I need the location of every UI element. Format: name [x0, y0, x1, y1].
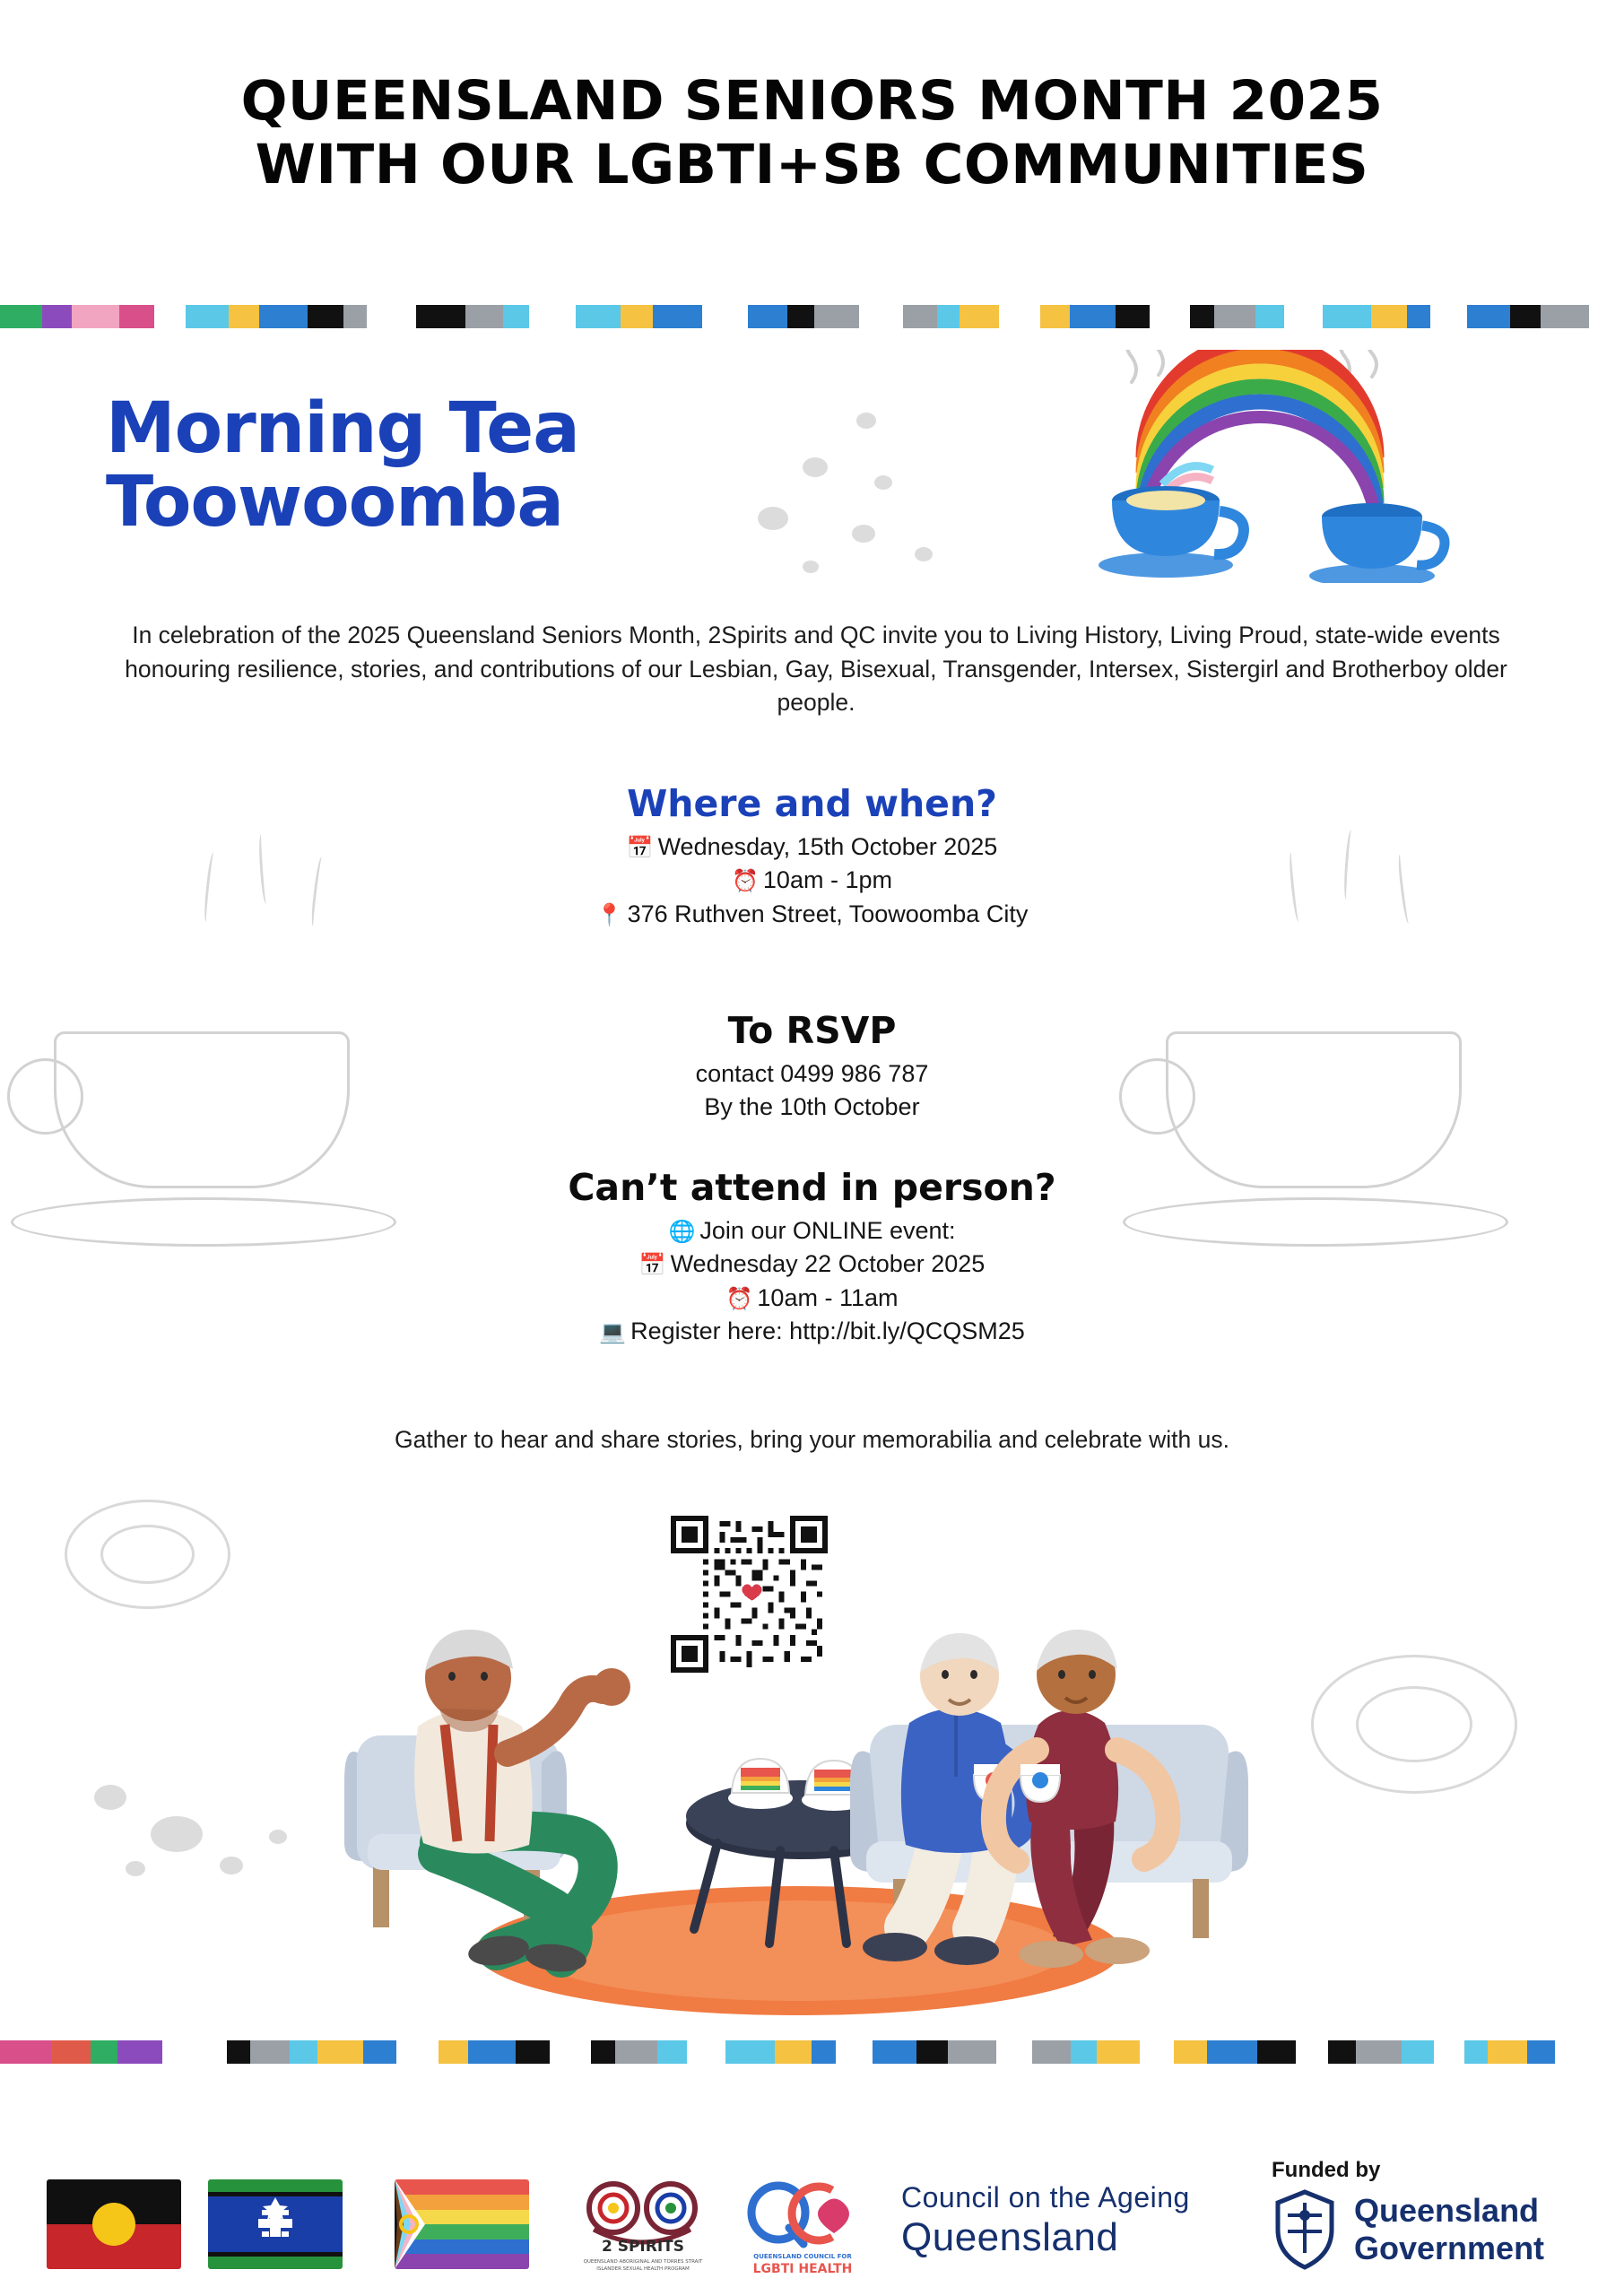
stripe-gap [1589, 305, 1624, 328]
stripe-segment [1510, 305, 1541, 328]
decor-dot [856, 413, 876, 429]
decorative-stripe-top [0, 305, 1624, 328]
event-title-line-2: Toowoomba [106, 461, 563, 543]
funded-by-label: Funded by [1272, 2158, 1381, 2182]
online-date-row [0, 1248, 1624, 1280]
online-date: Wednesday 22 October 2025 [670, 1250, 986, 1278]
online-register-row[interactable] [0, 1315, 1624, 1347]
stripe-segment [186, 305, 229, 328]
decor-ring [1356, 1686, 1472, 1762]
header-line-2: WITH OUR LGBTI+SB COMMUNITIES [255, 132, 1369, 196]
progress-pride-flag [395, 2179, 529, 2269]
stripe-segment [343, 305, 368, 328]
stripe-segment [960, 305, 999, 328]
two-spirits-label: 2 SPIRITS [601, 2238, 685, 2256]
cota-queensland-logo [901, 2181, 1206, 2267]
stripe-segment [653, 305, 702, 328]
stripe-gap [1140, 2040, 1174, 2064]
stripe-segment [657, 2040, 687, 2064]
stripe-segment [591, 2040, 615, 2064]
laptop-icon: 💻 [599, 1320, 627, 1345]
calendar-icon: 📅 [638, 1253, 666, 1278]
event-date-row [0, 831, 1624, 863]
stripe-segment [259, 305, 307, 328]
event-address: 376 Ruthven Street, Toowoomba City [627, 900, 1029, 927]
event-time: 10am - 1pm [762, 866, 892, 894]
stripe-gap [1284, 305, 1323, 328]
stripe-gap [162, 2040, 228, 2064]
stripe-gap [1555, 2040, 1624, 2064]
decor-dot [220, 1857, 243, 1874]
stripe-segment [1040, 305, 1069, 328]
stripe-segment [1527, 2040, 1555, 2064]
stripe-segment [117, 2040, 162, 2064]
cota-line-2: Queensland [901, 2215, 1119, 2259]
stripe-segment [0, 305, 42, 328]
stripe-gap [367, 305, 415, 328]
online-event-section [0, 1166, 1624, 1349]
globe-icon: 🌐 [668, 1220, 696, 1244]
stripe-segment [1255, 305, 1284, 328]
stripe-segment [516, 2040, 551, 2064]
stripe-segment [1467, 305, 1510, 328]
rsvp-heading: To RSVP [727, 1009, 897, 1052]
stripe-segment [1257, 2040, 1296, 2064]
two-spirits-sub: QUEENSLAND ABORIGINAL AND TORRES STRAIT [583, 2259, 703, 2265]
stripe-segment [1464, 2040, 1487, 2064]
stripe-segment [725, 2040, 774, 2064]
stripe-segment [503, 305, 529, 328]
stripe-segment [1071, 2040, 1097, 2064]
stripe-segment [814, 305, 859, 328]
stripe-segment [119, 305, 154, 328]
stripe-segment [42, 305, 72, 328]
stripe-segment [227, 2040, 249, 2064]
cota-line-1: Council on the Ageing [901, 2181, 1190, 2213]
stripe-gap [1296, 2040, 1328, 2064]
decor-dot [803, 457, 828, 477]
where-and-when-section [0, 782, 1624, 931]
decor-dot [126, 1861, 145, 1876]
decor-dot [803, 561, 819, 573]
stripe-gap [396, 2040, 439, 2064]
event-address-row [0, 898, 1624, 930]
stripe-segment [363, 2040, 396, 2064]
stripe-segment [615, 2040, 657, 2064]
stripe-segment [576, 305, 621, 328]
stripe-gap [1434, 2040, 1464, 2064]
stripe-segment [51, 2040, 91, 2064]
stripe-gap [529, 305, 576, 328]
stripe-gap [687, 2040, 726, 2064]
decor-dot [269, 1830, 287, 1844]
event-title-line-1: Morning Tea [106, 388, 579, 469]
qc-sub: LGBTI HEALTH [752, 2262, 853, 2276]
torres-strait-islander-flag [208, 2179, 343, 2269]
queensland-government-logo [1266, 2152, 1598, 2278]
clock-icon: ⏰ [732, 869, 759, 894]
stripe-segment [775, 2040, 812, 2064]
seniors-morning-tea-illustration [332, 1484, 1309, 2022]
event-date: Wednesday, 15th October 2025 [657, 833, 998, 860]
stripe-segment [748, 305, 787, 328]
online-heading: Can’t attend in person? [568, 1166, 1056, 1209]
online-time: 10am - 11am [757, 1283, 899, 1311]
stripe-gap [1430, 305, 1467, 328]
stripe-gap [836, 2040, 873, 2064]
rainbow-teacups-illustration [1076, 350, 1453, 583]
stripe-segment [621, 305, 653, 328]
header-line-1: QUEENSLAND SENIORS MONTH 2025 [240, 69, 1384, 133]
stripe-segment [468, 2040, 515, 2064]
decor-ring [100, 1525, 195, 1584]
stripe-segment [1070, 305, 1116, 328]
where-and-when-heading: Where and when? [627, 782, 997, 825]
stripe-gap [999, 305, 1041, 328]
decor-dot [874, 475, 892, 490]
stripe-segment [937, 305, 960, 328]
stripe-segment [916, 2040, 948, 2064]
stripe-segment [903, 305, 937, 328]
rsvp-deadline: By the 10th October [704, 1093, 920, 1121]
stripe-segment [1207, 2040, 1257, 2064]
closing-line: Gather to hear and share stories, bring your memorabilia and celebrate with us. [395, 1426, 1229, 1453]
stripe-segment [1402, 2040, 1435, 2064]
event-title [106, 388, 787, 543]
stripe-segment [812, 2040, 836, 2064]
stripe-segment [1214, 305, 1255, 328]
stripe-gap [550, 2040, 591, 2064]
stripe-gap [996, 2040, 1032, 2064]
rsvp-section [0, 1009, 1624, 1125]
stripe-segment [1097, 2040, 1141, 2064]
decor-dot [852, 525, 875, 543]
stripe-segment [1174, 2040, 1207, 2064]
pin-icon: 📍 [595, 902, 623, 927]
stripe-segment [873, 2040, 916, 2064]
stripe-segment [1371, 305, 1407, 328]
intro-paragraph: In celebration of the 2025 Queensland Seniors Month, 2Spirits and QC invite you to Living History, Living Proud, state-wide events honouring resilience, stories, and contributions of our Lesbian, Gay, Bisexual, Transgender, Intersex, Sistergirl and Brotherboy older people. [125, 622, 1507, 717]
qc-lgbti-health-logo [726, 2172, 879, 2278]
svg-text:ISLANDER SEXUAL HEALTH PROGRAM: ISLANDER SEXUAL HEALTH PROGRAM [596, 2266, 690, 2272]
decor-dot [758, 507, 788, 530]
calendar-icon: 📅 [626, 836, 654, 860]
stripe-segment [787, 305, 815, 328]
stripe-segment [1541, 305, 1588, 328]
clock-icon: ⏰ [725, 1286, 753, 1311]
decor-dot [915, 547, 933, 561]
online-register-link[interactable]: Register here: http://bit.ly/QCQSM25 [630, 1318, 1025, 1345]
stripe-segment [72, 305, 118, 328]
decorative-stripe-bottom [0, 2040, 1624, 2064]
stripe-gap [702, 305, 748, 328]
stripe-segment [317, 2040, 362, 2064]
stripe-segment [290, 2040, 317, 2064]
stripe-segment [250, 2040, 291, 2064]
stripe-segment [0, 2040, 51, 2064]
stripe-segment [308, 305, 343, 328]
online-time-row [0, 1282, 1624, 1314]
qgov-line-1: Queensland [1354, 2192, 1540, 2229]
rsvp-contact: contact 0499 986 787 [695, 1060, 929, 1087]
stripe-gap [859, 305, 903, 328]
qgov-line-2: Government [1354, 2230, 1545, 2266]
stripe-segment [1328, 2040, 1356, 2064]
two-spirits-logo [567, 2174, 719, 2277]
stripe-segment [1116, 305, 1150, 328]
stripe-segment [1032, 2040, 1071, 2064]
stripe-segment [439, 2040, 468, 2064]
stripe-gap [1150, 305, 1190, 328]
stripe-segment [229, 305, 259, 328]
stripe-segment [1323, 305, 1370, 328]
footer-logos [0, 2152, 1624, 2287]
qc-label: QUEENSLAND COUNCIL FOR [753, 2253, 852, 2260]
stripe-segment [1488, 2040, 1528, 2064]
poster-header [0, 70, 1624, 197]
event-time-row [0, 864, 1624, 896]
stripe-segment [416, 305, 465, 328]
stripe-segment [1356, 2040, 1401, 2064]
decor-dot [94, 1785, 126, 1810]
stripe-gap [154, 305, 186, 328]
aboriginal-flag [47, 2179, 181, 2269]
online-join-row [0, 1214, 1624, 1247]
stripe-segment [948, 2040, 996, 2064]
stripe-segment [91, 2040, 117, 2064]
stripe-segment [1407, 305, 1431, 328]
decor-dot [151, 1816, 203, 1852]
stripe-segment [465, 305, 503, 328]
stripe-segment [1190, 305, 1214, 328]
online-join: Join our ONLINE event: [699, 1217, 956, 1244]
qld-coat-of-arms-icon [1266, 2188, 1343, 2271]
